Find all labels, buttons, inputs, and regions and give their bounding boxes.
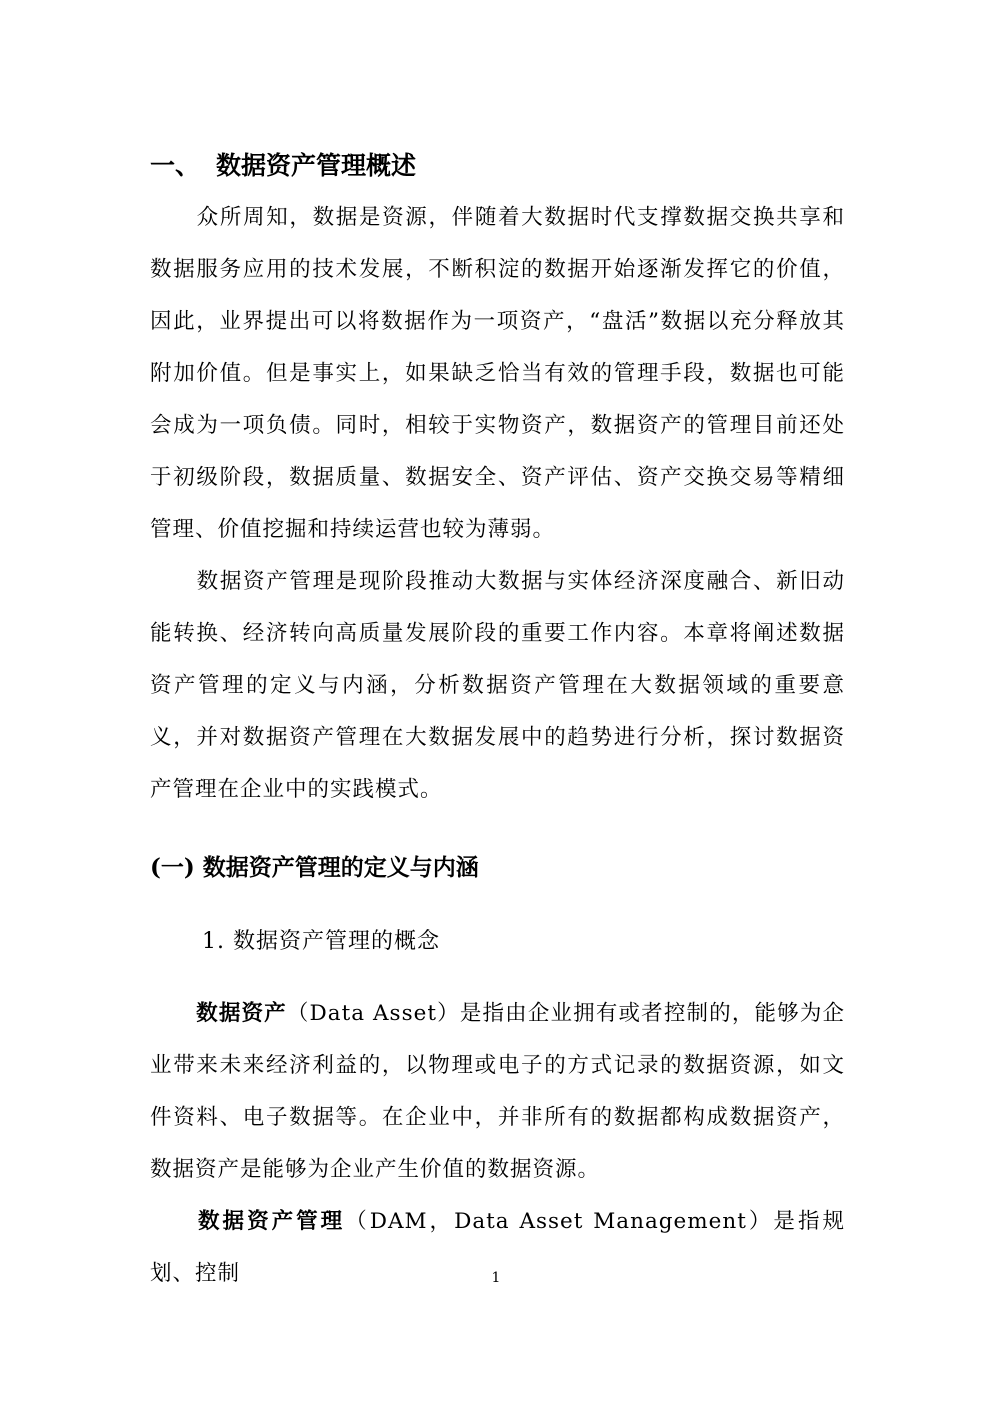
section-heading — [150, 146, 416, 186]
subsection-heading: (一) 数据资产管理的定义与内涵 — [150, 854, 479, 881]
paragraph-3-text: （Data Asset）是指由企业拥有或者控制的，能够为企业带来未来经济利益的，以物理或电子的方式记录的数据资源，如文件资料、电子数据等。在企业中，并非所有的数据都构成数据资产，数据资产是能够为企业产生价值的数据资源。 — [150, 1001, 845, 1182]
subsubsection-heading: 1. 数据资产管理的概念 — [202, 929, 440, 954]
page-number: 1 — [491, 1270, 501, 1286]
paragraph-3 — [150, 988, 845, 1196]
section-number: 一、 — [150, 151, 201, 180]
paragraph-4-text: （DAM，Data Asset Management）是指规划、控制 — [150, 1209, 845, 1286]
paragraph-2-text: 数据资产管理是现阶段推动大数据与实体经济深度融合、新旧动能转换、经济转向高质量发展阶段的重要工作内容。本章将阐述数据资产管理的定义与内涵，分析数据资产管理在大数据领域的重要意义，并对数据资产管理在大数据发展中的趋势进行分析，探讨数据资产管理在企业中的实践模式。 — [150, 569, 845, 802]
section-title: 数据资产管理概述 — [216, 151, 417, 180]
paragraph-2 — [150, 556, 845, 816]
term-data-asset-management: 数据资产管理 — [196, 1209, 346, 1234]
paragraph-1-text: 众所周知，数据是资源，伴随着大数据时代支撑数据交换共享和数据服务应用的技术发展，不断积淀的数据开始逐渐发挥它的价值，因此，业界提出可以将数据作为一项资产，“盘活”数据以充分释放其附加价值。但是事实上，如果缺乏恰当有效的管理手段，数据也可能会成为一项负债。同时，相较于实物资产，数据资产的管理目前还处于初级阶段，数据质量、数据安全、资产评估、资产交换交易等精细管理、价值挖掘和持续运营也较为薄弱。 — [150, 205, 845, 542]
paragraph-1 — [150, 192, 845, 556]
term-data-asset: 数据资产 — [196, 1001, 287, 1026]
